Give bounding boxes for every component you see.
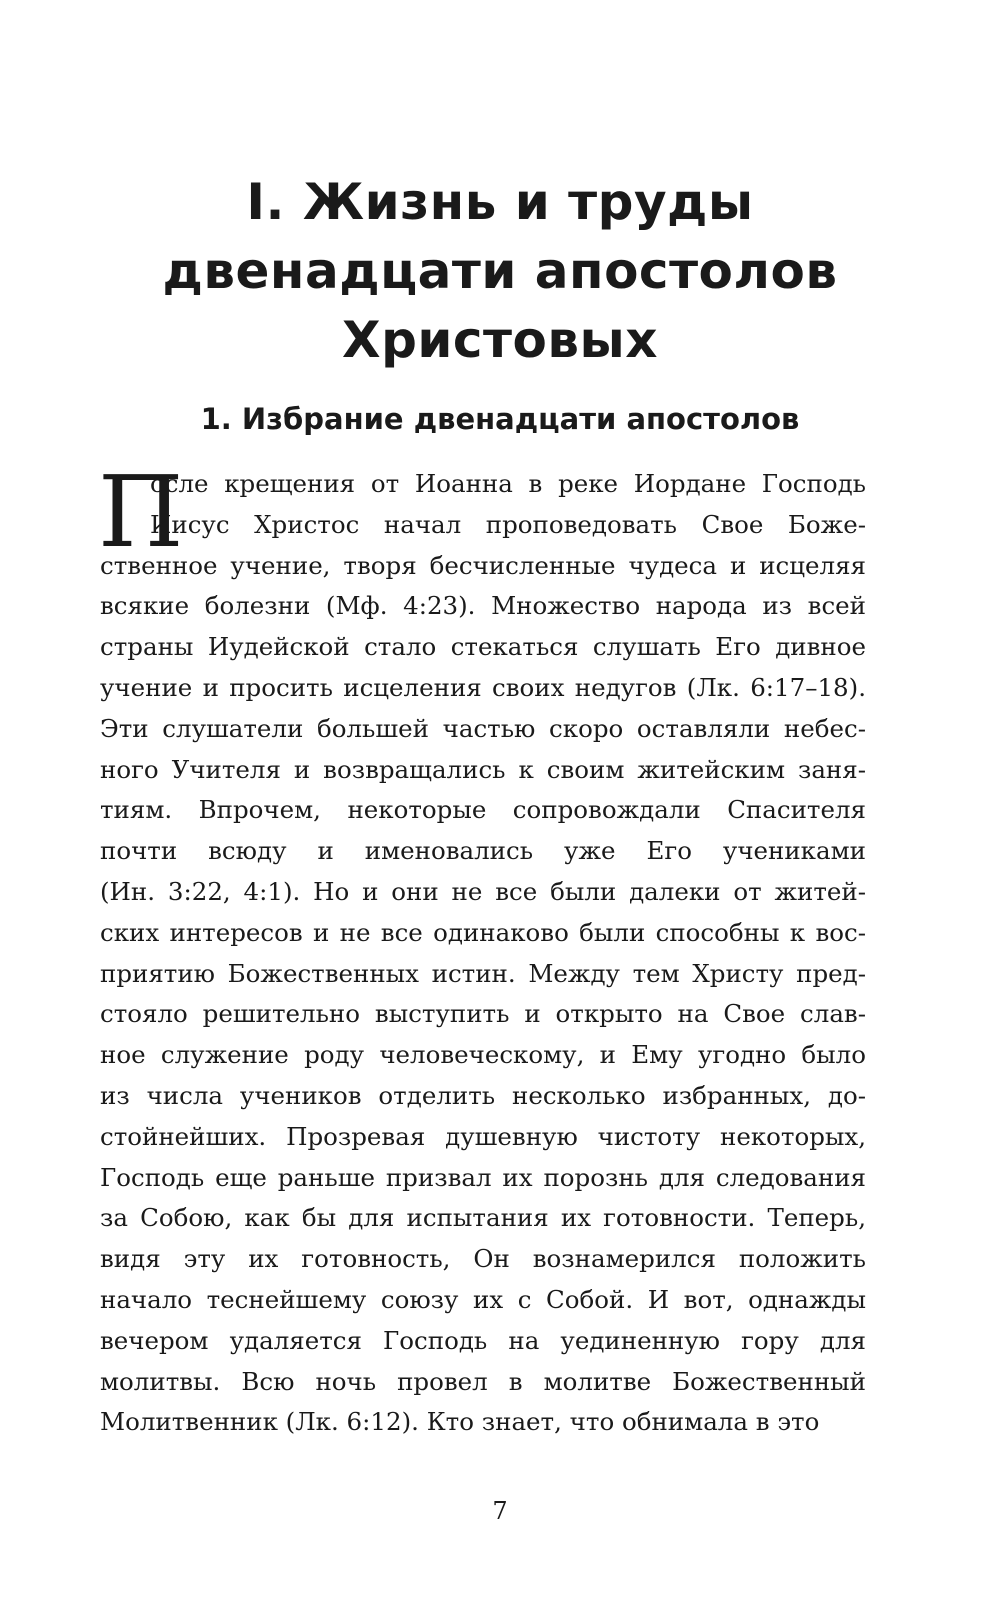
text-line: Иисус Христос начал проповедовать Свое Боже-: [150, 509, 866, 539]
text-line: Эти слушатели большей частью скоро оставляли небес-: [100, 713, 866, 743]
text-line: за Собою, как бы для испытания их готовности. Теперь,: [100, 1203, 866, 1233]
text-line: Господь еще раньше призвал их порознь для следования: [100, 1162, 866, 1192]
drop-cap: П: [98, 456, 184, 570]
text-line: видя эту их готовность, Он вознамерился положить: [100, 1244, 866, 1274]
text-line: из числа учеников отделить несколько избранных, до-: [100, 1080, 866, 1110]
text-line: приятию Божественных истин. Между тем Христу пред-: [100, 958, 866, 988]
text-line: учение и просить исцеления своих недугов (Лк. 6:17–18).: [100, 672, 866, 702]
page-number: 7: [492, 1497, 508, 1525]
text-line: ное служение роду человеческому, и Ему угодно было: [100, 1040, 866, 1070]
text-line: (Ин. 3:22, 4:1). Но и они не все были далеки от житей-: [100, 876, 866, 906]
text-line: ственное учение, творя бесчисленные чудеса и исцеляя: [100, 550, 866, 580]
text-line: начало теснейшему союзу их с Собой. И вот, однажды: [100, 1284, 866, 1314]
section-title: 1. Избрание двенадцати апостолов: [200, 402, 800, 436]
text-line: стойнейших. Прозревая душевную чистоту некоторых,: [100, 1121, 866, 1151]
text-line: тиям. Впрочем, некоторые сопровождали Спасителя: [100, 795, 866, 825]
text-line: страны Иудейской стало стекаться слушать Его дивное: [100, 632, 866, 662]
text-line: почти всюду и именовались уже Его учениками: [100, 836, 866, 866]
text-line: стояло решительно выступить и открыто на Свое слав-: [100, 999, 866, 1029]
text-line: Молитвенник (Лк. 6:12). Кто знает, что обнимала в это: [100, 1407, 820, 1437]
chapter-title-line: I. Жизнь и труды: [246, 173, 754, 231]
chapter-title: [100, 168, 900, 375]
chapter-title-line: двенадцати апостолов: [162, 242, 838, 300]
body-text: [98, 456, 866, 1443]
text-line: ских интересов и не все одинаково были способны к вос-: [100, 917, 866, 947]
text-line: ного Учителя и возвращались к своим житейским заня-: [100, 754, 866, 784]
text-line: осле крещения от Иоанна в реке Иордане Господь: [150, 469, 866, 498]
text-line: всякие болезни (Мф. 4:23). Множество народа из всей: [100, 591, 866, 621]
chapter-title-line: Христовых: [342, 311, 658, 369]
text-line: молитвы. Всю ночь провел в молитве Божественный: [100, 1366, 866, 1396]
text-line: вечером удаляется Господь на уединенную гору для: [100, 1325, 866, 1355]
